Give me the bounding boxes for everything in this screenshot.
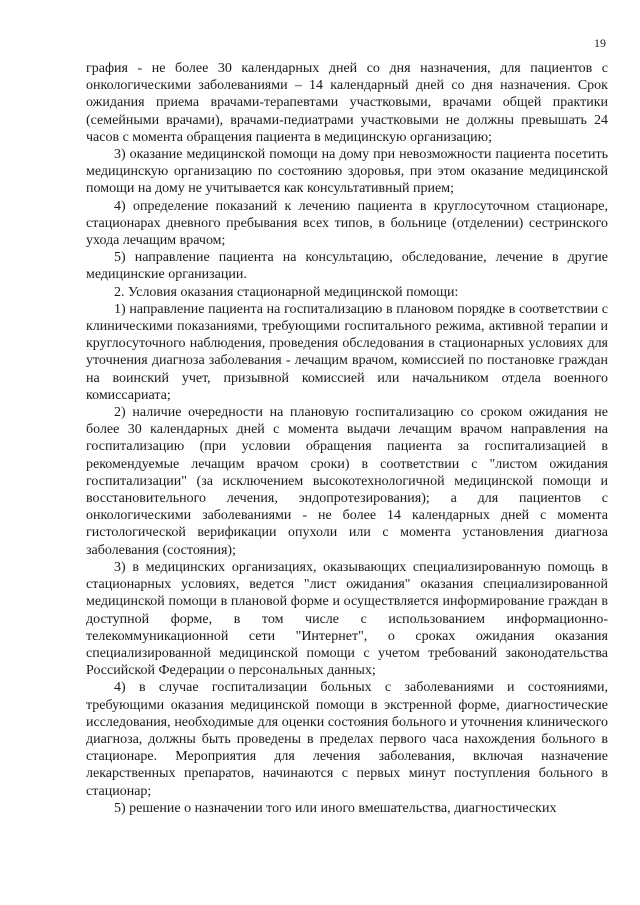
- page-number: 19: [594, 36, 606, 50]
- paragraph: 5) направление пациента на консультацию, обследование, лечение в другие медицинские организации.: [86, 250, 608, 283]
- document-body: [86, 60, 608, 817]
- paragraph: 4) в случае госпитализации больных с заболеваниями и состояниями, требующими оказания медицинской помощи в экстренной форме, диагностические исследования, необходимые для оценки состояния больного и уточнения клинического диагноза, должны быть проведены в пределах первого часа нахождения больного в стационаре. Мероприятия для лечения заболевания, включая назначение лекарственных препаратов, начинаются с первых минут поступления больного в стационар;: [86, 680, 608, 799]
- paragraph: 4) определение показаний к лечению пациента в круглосуточном стационаре, стационарах дневного пребывания всех типов, в больнице (отделении) сестринского ухода лечащим врачом;: [86, 198, 608, 249]
- paragraph: 3) в медицинских организациях, оказывающих специализированную помощь в стационарных условиях, ведется "лист ожидания" оказания специализированной медицинской помощи в плановой форме и осуществляется информирование граждан в доступной форме, в том числе с использованием информационно-телекоммуникационной сети "Интернет", о сроках ожидания оказания специализированной медицинской помощи с учетом требований законодательства Российской Федерации о персональных данных;: [86, 559, 608, 679]
- paragraph: 1) направление пациента на госпитализацию в плановом порядке в соответствии с клиническими показаниями, требующими госпитального режима, активной терапии и круглосуточного наблюдения, проведения обследования в стационарных условиях для уточнения диагноза заболевания - лечащим врачом, комиссией по постановке граждан на воинский учет, призывной комиссией или начальником отдела военного комиссариата;: [86, 301, 608, 403]
- paragraph: 5) решение о назначении того или иного вмешательства, диагностических: [114, 800, 557, 816]
- paragraph: 2) наличие очередности на плановую госпитализацию со сроком ожидания не более 30 календарных дней с момента выдачи лечащим врачом направления на госпитализацию (при условии обращения пациента за госпитализацией в рекомендуемые лечащим врачом сроки) в соответствии с "листом ожидания госпитализации" (за исключением высокотехнологичной медицинской помощи и восстановительного лечения, эндопротезирования); а для пациентов с онкологическими заболеваниями - не более 14 календарных дней с момента гистологической верификации опухоли или с момента установления диагноза заболевания (состояния);: [86, 405, 608, 558]
- paragraph: 3) оказание медицинской помощи на дому при невозможности пациента посетить медицинскую организацию по состоянию здоровья, при этом оказание медицинской помощи на дому не учитывается как консультативный прием;: [86, 147, 608, 197]
- section-heading: 2. Условия оказания стационарной медицинской помощи:: [114, 284, 459, 300]
- paragraph: графия - не более 30 календарных дней со дня назначения, для пациентов с онкологическими заболеваниями – 14 календарный дней со дня назначения. Срок ожидания приема врачами-терапевтами участковыми, врачами общей практики (семейными врачами), врачами-педиатрами участковыми не должны превышать 24 часов с момента обращения пациента в медицинскую организацию;: [86, 61, 608, 145]
